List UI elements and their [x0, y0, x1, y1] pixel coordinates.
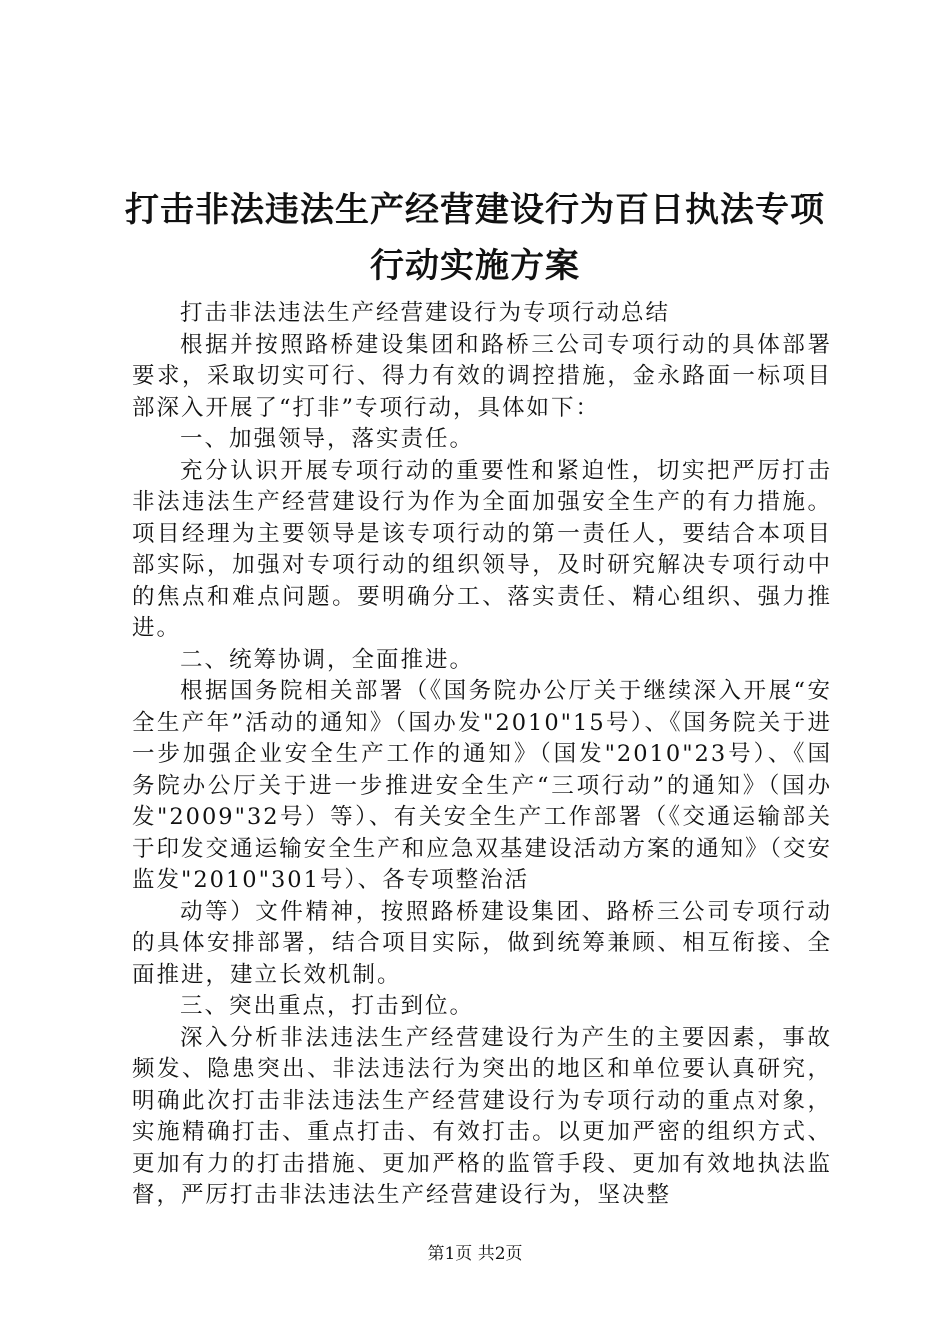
- paragraph-section-2b: 动等）文件精神，按照路桥建设集团、路桥三公司专项行动的具体安排部署，结合项目实际，做到统筹兼顾、相互衔接、全面推进，建立长效机制。: [132, 898, 832, 988]
- section-heading-2: 二、统筹协调，全面推进。: [180, 646, 475, 673]
- paragraph-section-3: 深入分析非法违法生产经营建设行为产生的主要因素，事故频发、隐患突出、非法违法行为突出的地区和单位要认真研究，明确此次打击非法违法生产经营建设行为专项行动的重点对象，实施精确打击、重点打击、有效打击。以更加严密的组织方式、更加有力的打击措施、更加严格的监管手段、更加有效地执法监督，严厉打击非法违法生产经营建设行为，坚决整: [132, 1024, 832, 1208]
- section-heading-3: 三、突出重点，打击到位。: [180, 993, 475, 1019]
- paragraph-intro: 根据并按照路桥建设集团和路桥三公司专项行动的具体部署要求，采取切实可行、得力有效的调控措施，金永路面一标项目部深入开展了“打非”专项行动，具体如下：: [132, 331, 832, 421]
- page-footer: 第1页 共2页: [427, 1244, 523, 1264]
- document-body: [132, 298, 832, 1212]
- paragraph-section-2a: 根据国务院相关部署（《国务院办公厅关于继续深入开展“安全生产年”活动的通知》（国办发"2010"15号）、《国务院关于进一步加强企业安全生产工作的通知》（国发"2010"23号）、《国务院办公厅关于进一步推进安全生产“三项行动”的通知》（国办发"2009"32号）等）、有关安全生产工作部署（《交通运输部关于印发交通运输安全生产和应急双基建设活动方案的通知》（交安监发"2010"301号）、各专项整治活: [132, 678, 832, 893]
- document-title-line-1: 打击非法违法生产经营建设行为百日执法专项: [125, 190, 825, 230]
- section-heading-1: 一、加强领导，落实责任。: [180, 426, 475, 452]
- paragraph-section-1: 充分认识开展专项行动的重要性和紧迫性，切实把严厉打击非法违法生产经营建设行为作为全面加强安全生产的有力措施。项目经理为主要领导是该专项行动的第一责任人，要结合本项目部实际，加强对专项行动的组织领导，及时研究解决专项行动中的焦点和难点问题。要明确分工、落实责任、精心组织、强力推进。: [132, 457, 832, 641]
- document-title-line-2: 行动实施方案: [370, 246, 580, 286]
- paragraph-subtitle: 打击非法违法生产经营建设行为专项行动总结: [180, 300, 671, 326]
